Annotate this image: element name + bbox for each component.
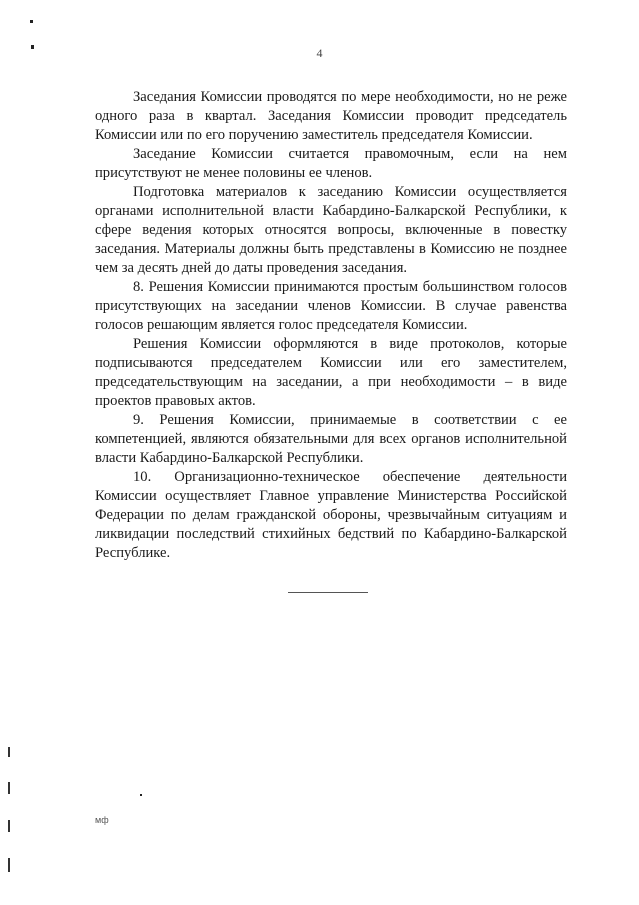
scan-edge-mark-3 xyxy=(8,820,10,832)
page-number: 4 xyxy=(316,46,323,60)
scan-edge-mark-2 xyxy=(8,782,10,794)
paragraph-organizational-support: 10. Организационно-техническое обеспечение деятельности Комиссии осуществляет Главное управление Министерства Российской Федерации по делам гражданской обороны, чрезвычайным ситуациям и ликвидации последствий стихийных бедствий по Кабардино-Балкарской Республике. xyxy=(95,469,567,561)
paragraph-decisions-protocols: Решения Комиссии оформляются в виде протоколов, которые подписываются председателем Комиссии или его заместителем, председательствующим на заседании, а при необходимости – в виде проектов правовых актов. xyxy=(95,336,567,409)
paragraph-quorum: Заседание Комиссии считается правомочным, если на нем присутствуют не менее половины ее членов. xyxy=(95,146,567,181)
document-body xyxy=(95,88,567,563)
paragraph-decisions-binding: 9. Решения Комиссии, принимаемые в соответствии с ее компетенцией, являются обязательными для всех органов исполнительной власти Кабардино-Балкарской Республики. xyxy=(95,412,567,466)
scan-speck-top-2 xyxy=(31,45,34,49)
scan-edge-mark-4 xyxy=(8,858,10,872)
end-divider xyxy=(288,592,368,593)
paragraph-materials-preparation: Подготовка материалов к заседанию Комиссии осуществляется органами исполнительной власти Кабардино-Балкарской Республики, к сфере ведения которых относятся вопросы, включенные в повестку заседания. Материалы должны быть представлены в Комиссию не позднее чем за десять дней до даты проведения заседания. xyxy=(95,184,567,276)
footer-mark: мф xyxy=(95,815,109,825)
paragraph-meetings-frequency: Заседания Комиссии проводятся по мере необходимости, но не реже одного раза в квартал. Заседания Комиссии проводит председатель Комиссии или по его поручению заместитель председателя Комиссии. xyxy=(95,89,567,143)
paragraph-decisions-voting: 8. Решения Комиссии принимаются простым большинством голосов присутствующих на заседании членов Комиссии. В случае равенства голосов решающим является голос председателя Комиссии. xyxy=(95,279,567,333)
scan-edge-mark-1 xyxy=(8,747,10,757)
scan-speck-top xyxy=(30,20,33,23)
scan-speck-bottom xyxy=(140,794,142,796)
